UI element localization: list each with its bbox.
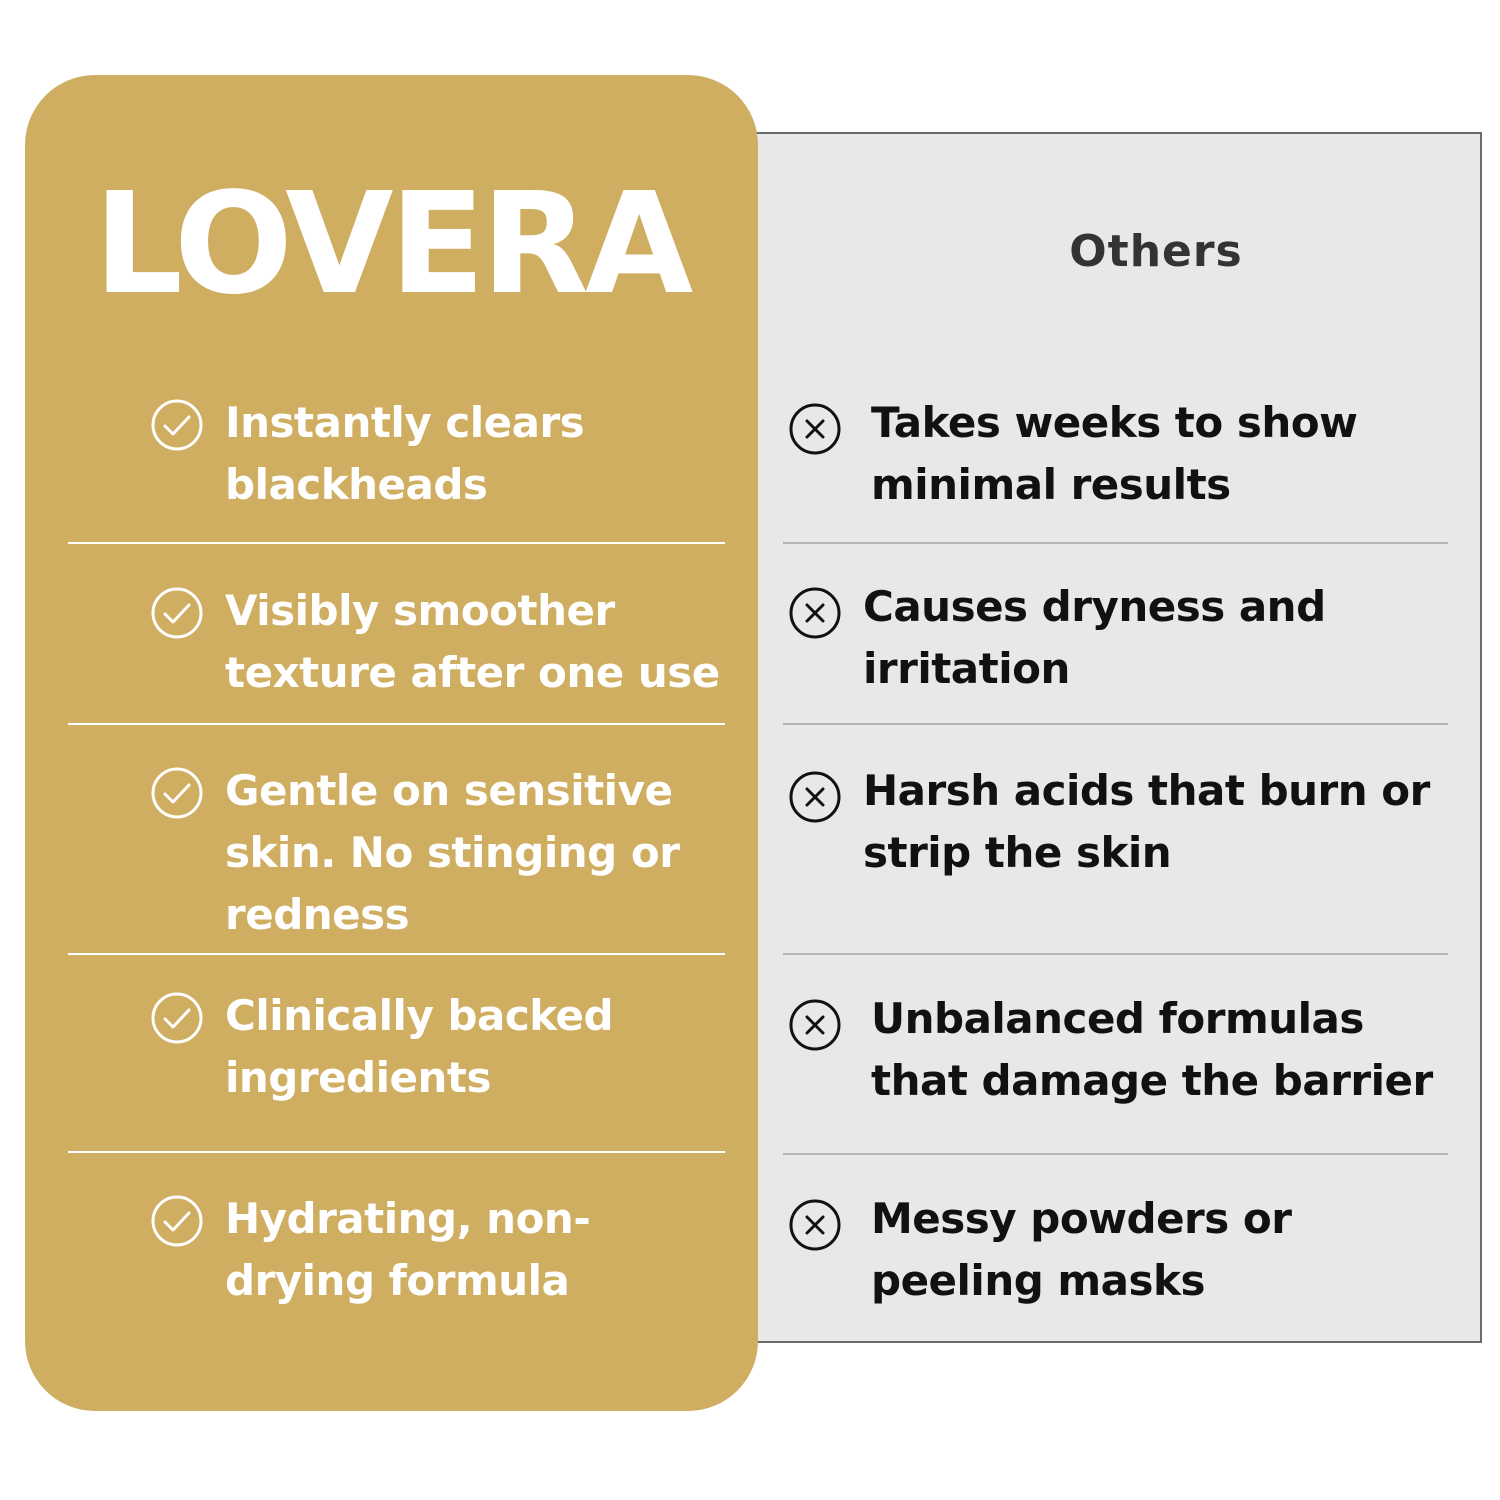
check-circle-icon (150, 398, 204, 452)
benefit-divider (68, 542, 725, 544)
benefit-divider (68, 723, 725, 725)
others-panel (700, 132, 1482, 1343)
benefit-text: Gentle on sensitive skin. No stinging or redness (225, 766, 680, 939)
drawback-divider (783, 723, 1448, 725)
drawback-divider (783, 542, 1448, 544)
drawback-text: Unbalanced formulas that damage the barrier (871, 994, 1433, 1105)
drawback-text: Messy powders or peeling masks (871, 1194, 1292, 1305)
benefit-divider (68, 953, 725, 955)
x-circle-icon (788, 402, 842, 456)
drawback-divider (783, 953, 1448, 955)
x-circle-icon (788, 998, 842, 1052)
drawback-divider (783, 1153, 1448, 1155)
x-circle-icon (788, 1198, 842, 1252)
benefit-text: Instantly clears blackheads (225, 398, 585, 509)
benefit-divider (68, 1151, 725, 1153)
check-circle-icon (150, 991, 204, 1045)
drawback-text: Takes weeks to show minimal results (871, 398, 1358, 509)
drawback-text: Harsh acids that burn or strip the skin (863, 766, 1430, 877)
drawback-text: Causes dryness and irritation (863, 582, 1326, 693)
x-circle-icon (788, 586, 842, 640)
benefit-text: Hydrating, non-drying formula (225, 1194, 591, 1305)
others-title: Others (1069, 226, 1243, 277)
check-circle-icon (150, 586, 204, 640)
brand-name: LOVERA (93, 163, 690, 326)
benefit-text: Visibly smoother texture after one use (225, 586, 720, 697)
check-circle-icon (150, 766, 204, 820)
x-circle-icon (788, 770, 842, 824)
check-circle-icon (150, 1194, 204, 1248)
benefit-text: Clinically backed ingredients (225, 991, 614, 1102)
